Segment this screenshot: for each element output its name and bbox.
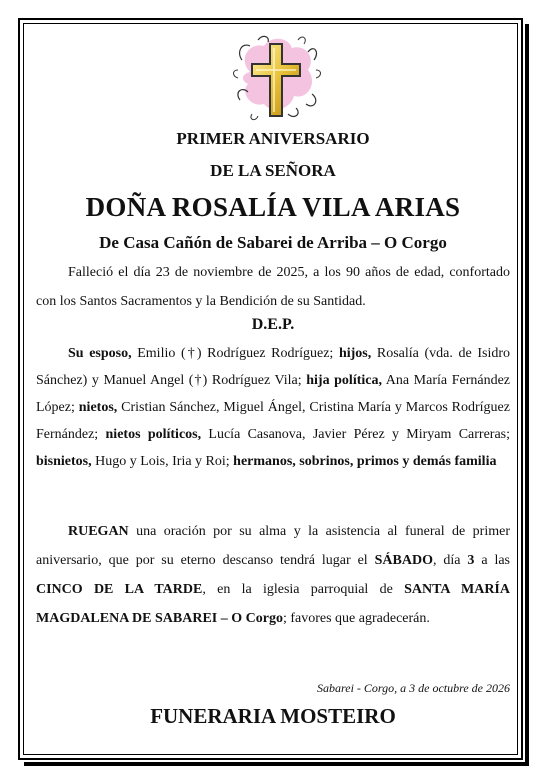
family-text-2: Rosalía (vda. de Isidro Sánchez) y Manuel Angel (†) Rodríguez Vila; bbox=[36, 346, 511, 388]
golden-cross-icon bbox=[228, 30, 324, 126]
heading-anniversary: PRIMER ANIVERSARIO bbox=[176, 129, 370, 148]
request-text-4: , en la iglesia parroquial de bbox=[202, 582, 405, 597]
kw-spouse: Su esposo, bbox=[68, 346, 132, 361]
kw-grandchildren: nietos, bbox=[78, 400, 118, 415]
kw-children: hijos, bbox=[338, 346, 372, 361]
house-origin: De Casa Cañón de Sabarei de Arriba – O Corgo bbox=[99, 233, 447, 252]
family-text-4: Cristian Sánchez, Miguel Ángel, Cristina María y Marcos Rodríguez Fernández; bbox=[36, 400, 510, 442]
heading-senora: DE LA SEÑORA bbox=[210, 161, 336, 180]
request-text-3: a las bbox=[474, 553, 510, 568]
request-paragraph bbox=[36, 517, 510, 633]
kw-other-family: hermanos, sobrinos, primos y demás familia bbox=[233, 454, 497, 469]
kw-grandchildren-in-law: nietos políticos, bbox=[105, 427, 202, 442]
family-text-1: Emilio (†) Rodríguez Rodríguez; bbox=[131, 346, 339, 361]
place-date: Sabarei - Corgo, a 3 de octubre de 2026 bbox=[317, 681, 510, 695]
kw-day: SÁBADO bbox=[374, 553, 433, 568]
kw-ruegan: RUEGAN bbox=[68, 524, 129, 539]
request-text-1: una oración por su alma y la asistencia al funeral de primer aniversario, que por su eterno descanso tendrá lugar el bbox=[36, 524, 510, 568]
request-text-5: ; favores que agradecerán. bbox=[282, 611, 430, 626]
kw-time: CINCO DE LA TARDE bbox=[36, 582, 203, 597]
dep-text: D.E.P. bbox=[251, 316, 295, 333]
kw-date: 3 bbox=[467, 553, 475, 568]
family-text-6: Hugo y Lois, Iria y Roi; bbox=[91, 454, 234, 469]
family-text-5: Lucía Casanova, Javier Pérez y Miryam Carreras; bbox=[201, 427, 510, 442]
request-text-2: , día bbox=[432, 553, 468, 568]
death-notice: Falleció el día 23 de noviembre de 2025, a los 90 años de edad, confortado con los Santos Sacramentos y la Bendición de su Santidad. bbox=[36, 265, 510, 309]
kw-daughter-in-law: hija política, bbox=[306, 373, 382, 388]
family-paragraph bbox=[36, 340, 510, 475]
kw-great-grandchildren: bisnietos, bbox=[36, 454, 92, 469]
family-text-3: Ana María Fernández López; bbox=[36, 373, 510, 415]
kw-church: SANTA MARÍA MAGDALENA DE SABAREI – O Corgo bbox=[36, 582, 510, 626]
funeral-home: FUNERARIA MOSTEIRO bbox=[150, 704, 396, 728]
deceased-name: DOÑA ROSALÍA VILA ARIAS bbox=[85, 192, 461, 222]
